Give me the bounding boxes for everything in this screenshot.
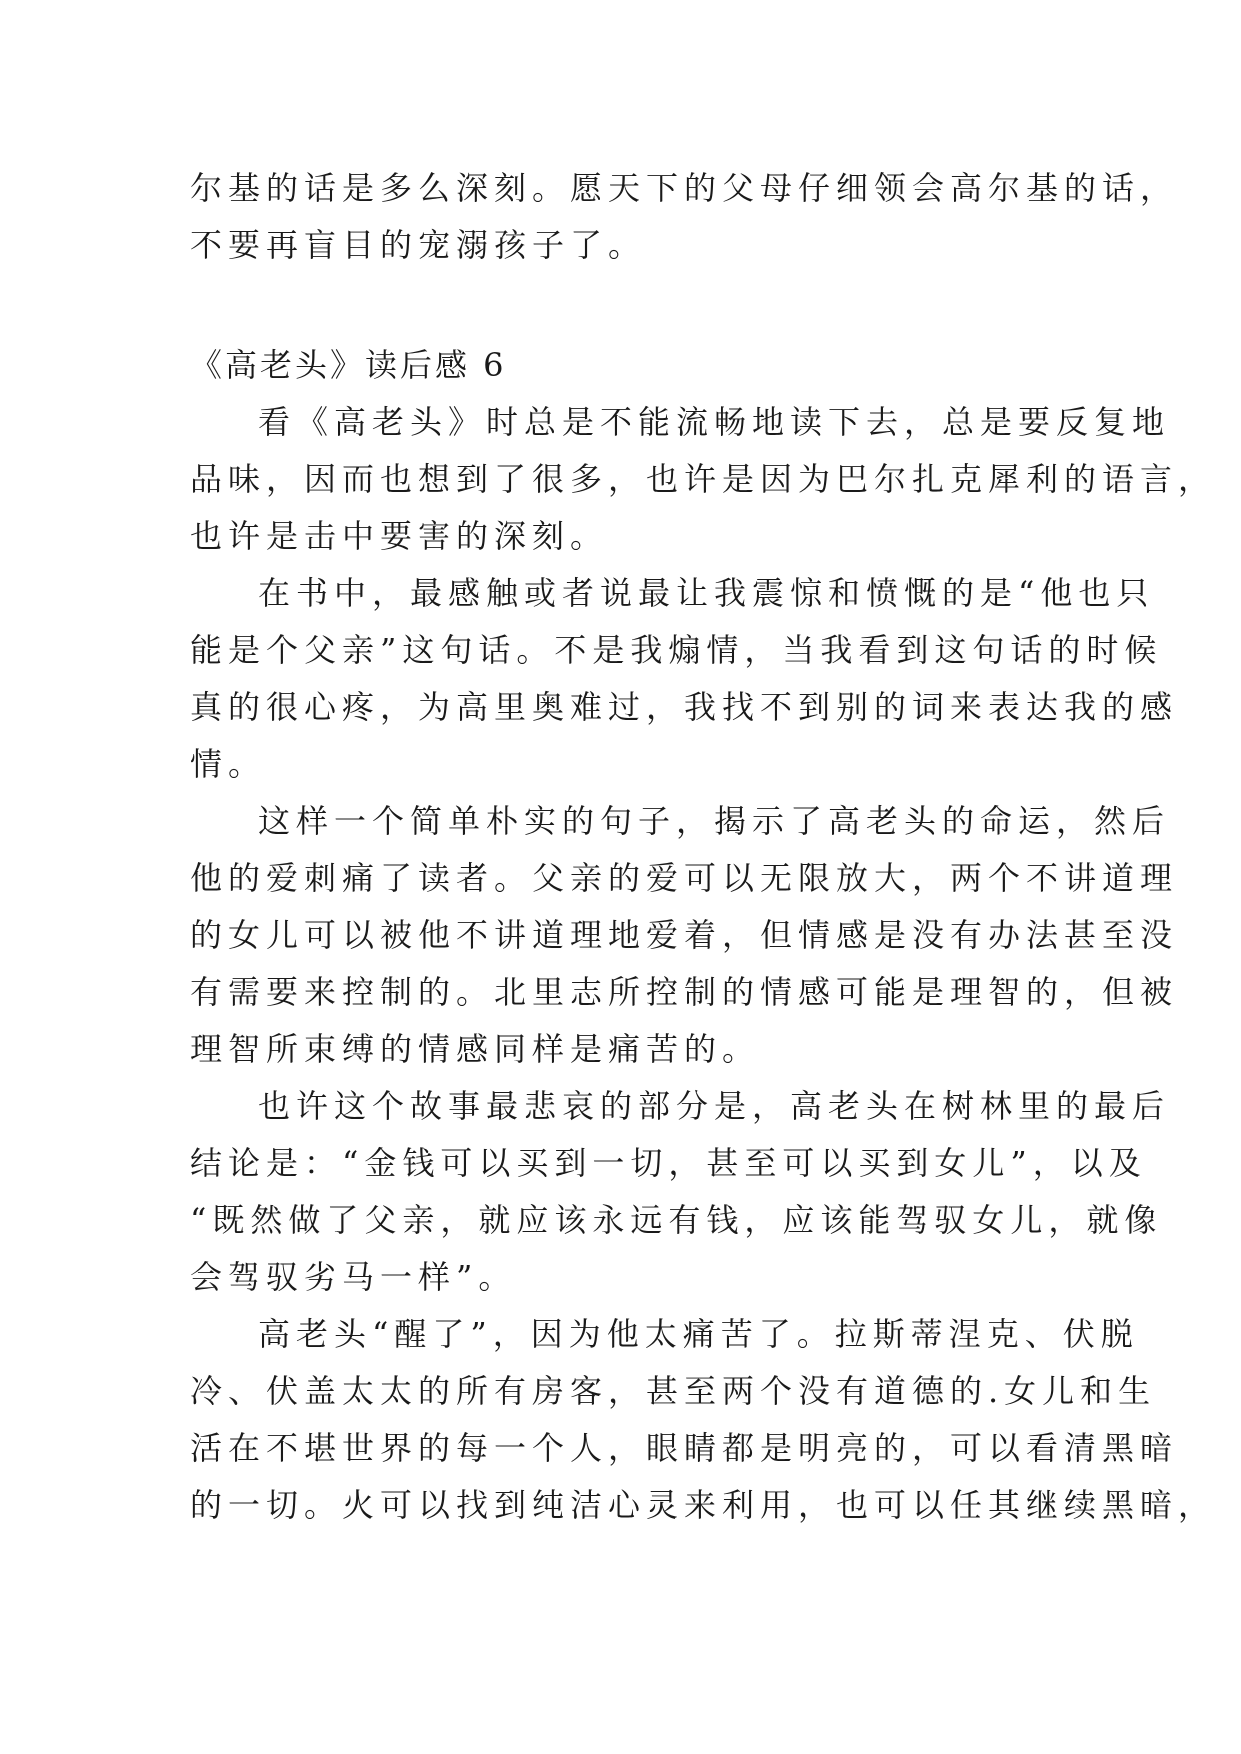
text-line: 高老头“醒了”，因为他太痛苦了。拉斯蒂涅克、伏脱 — [258, 1315, 1139, 1353]
text-line: 会驾驭劣马一样”。 — [190, 1258, 517, 1296]
document-page — [190, 160, 1217, 1534]
text-line: 真的很心疼，为高里奥难过，我找不到别的词来表达我的感 — [190, 688, 1179, 726]
paragraph-gap — [190, 274, 1050, 331]
text-line: 有需要来控制的。北里志所控制的情感可能是理智的，但被 — [190, 973, 1179, 1011]
text-line: 结论是：“金钱可以买到一切，甚至可以买到女儿”，以及 — [190, 1144, 1147, 1182]
text-line: 冷、伏盖太太的所有房客，甚至两个没有道德的.女儿和生 — [190, 1372, 1157, 1410]
text-line: 也许是击中要害的深刻。 — [190, 517, 609, 555]
text-line: 品味，因而也想到了很多，也许是因为巴尔扎克犀利的语言， — [190, 460, 1217, 498]
text-line: 情。 — [190, 745, 267, 783]
text-line: 他的爱刺痛了读者。父亲的爱可以无限放大，两个不讲道理 — [190, 859, 1179, 897]
text-line: 在书中，最感触或者说最让我震惊和愤慨的是“他也只 — [258, 574, 1155, 612]
section-heading: 《高老头》读后感 6 — [190, 346, 507, 384]
text-line: 能是个父亲”这句话。不是我煽情，当我看到这句话的时候 — [190, 631, 1163, 669]
text-line: 理智所束缚的情感同样是痛苦的。 — [190, 1030, 761, 1068]
text-line: 活在不堪世界的每一个人，眼睛都是明亮的，可以看清黑暗 — [190, 1429, 1179, 1467]
text-line: 这样一个简单朴实的句子，揭示了高老头的命运，然后 — [258, 802, 1171, 840]
text-line: 的女儿可以被他不讲道理地爱着，但情感是没有办法甚至没 — [190, 916, 1179, 954]
text-line: 看《高老头》时总是不能流畅地读下去，总是要反复地 — [258, 403, 1171, 441]
text-line: “既然做了父亲，就应该永远有钱，应该能驾驭女儿，就像 — [190, 1201, 1163, 1239]
text-line: 尔基的话是多么深刻。愿天下的父母仔细领会高尔基的话， — [190, 169, 1179, 207]
text-line: 也许这个故事最悲哀的部分是，高老头在树林里的最后 — [258, 1087, 1171, 1125]
text-line: 不要再盲目的宠溺孩子了。 — [190, 226, 647, 264]
text-line: 的一切。火可以找到纯洁心灵来利用，也可以任其继续黑暗， — [190, 1486, 1217, 1524]
